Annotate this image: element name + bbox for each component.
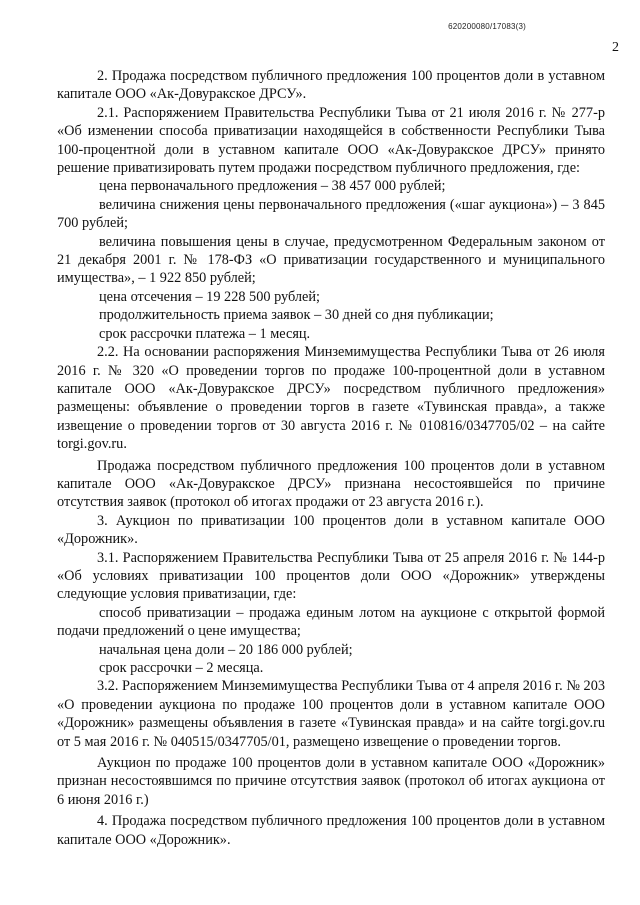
paragraph: Продажа посредством публичного предложения 100 процентов доли в уставном капитале ООО «Ак-Довуракское ДРСУ» признана несостоявшейся по причине отсутствия заявок (протокол об итогах продажи от 23 августа 2016 г.). (57, 457, 605, 511)
list-item: величина снижения цены первоначального предложения («шаг аукциона») – 3 845 700 рублей; (57, 196, 605, 232)
list-item: срок рассрочки – 2 месяца. (99, 660, 264, 676)
list-item: цена отсечения – 19 228 500 рублей; (99, 288, 321, 305)
page-number: 2 (612, 40, 619, 55)
paragraph: 3.2. Распоряжением Минземимущества Республики Тыва от 4 апреля 2016 г. № 203 «О проведении аукциона по продаже 100 процентов доли в уставном капитале ООО «Дорожник» размещены объявления в газете «Тувинская правда» и на сайте torgi.gov.ru от 5 мая 2016 г. № 040515/0347705/01, размещено извещение о проведении торгов. (57, 678, 605, 750)
list-item: срок рассрочки платежа – 1 месяц. (99, 325, 311, 342)
document-id: 620200080/17083(3) (448, 22, 526, 31)
list-item: начальная цена доли – 20 186 000 рублей; (99, 641, 353, 658)
paragraph: 2.1. Распоряжением Правительства Республики Тыва от 21 июля 2016 г. № 277-р «Об изменении способа приватизации находящейся в собственности Республики Тыва 100-процентной доли в уставном капитале ООО «Ак-Довуракское ДРСУ» принято решение приватизировать путем продажи посредством публичного предложения, где: (57, 104, 605, 177)
section-heading: 4. Продажа посредством публичного предложения 100 процентов доли в уставном капитале ООО «Дорожник». (57, 813, 605, 848)
paragraph: Аукцион по продаже 100 процентов доли в уставном капитале ООО «Дорожник» признан несостоявшимся по причине отсутствия заявок (протокол об итогах аукциона от 6 июня 2016 г.) (57, 755, 605, 808)
section-heading: 2. Продажа посредством публичного предложения 100 процентов доли в уставном капитале ООО «Ак-Довуракское ДРСУ». (57, 68, 605, 103)
document-body (57, 67, 605, 849)
paragraph: 3.1. Распоряжением Правительства Республики Тыва от 25 апреля 2016 г. № 144-р «Об условиях приватизации 100 процентов доли ООО «Дорожник» утверждены следующие условия приватизации, где: (57, 549, 605, 603)
list-item: цена первоначального предложения – 38 457 000 рублей; (99, 178, 446, 195)
list-item: величина повышения цены в случае, предусмотренном Федеральным законом от 21 декабря 2001 г. № 178-ФЗ «О приватизации государственного и муниципального имущества», – 1 922 850 рублей; (57, 233, 605, 287)
paragraph: 2.2. На основании распоряжения Минземимущества Республики Тыва от 26 июля 2016 г. № 320 «О проведении торгов по продаже 100-процентной доли в уставном капитале ООО «Ак-Довуракское ДРСУ» посредством публичного предложения» размещены: объявление о проведении торгов в газете «Тувинская правда», а также извещение о проведении торгов от 30 августа 2016 г. № 010816/0347705/02 – на сайте torgi.gov.ru. (57, 344, 605, 453)
list-item: продолжительность приема заявок – 30 дней со дня публикации; (99, 307, 494, 324)
list-item: способ приватизации – продажа единым лотом на аукционе с открытой формой подачи предложений о цене имущества; (57, 604, 605, 640)
section-heading: 3. Аукцион по приватизации 100 процентов доли в уставном капитале ООО «Дорожник». (57, 512, 605, 548)
